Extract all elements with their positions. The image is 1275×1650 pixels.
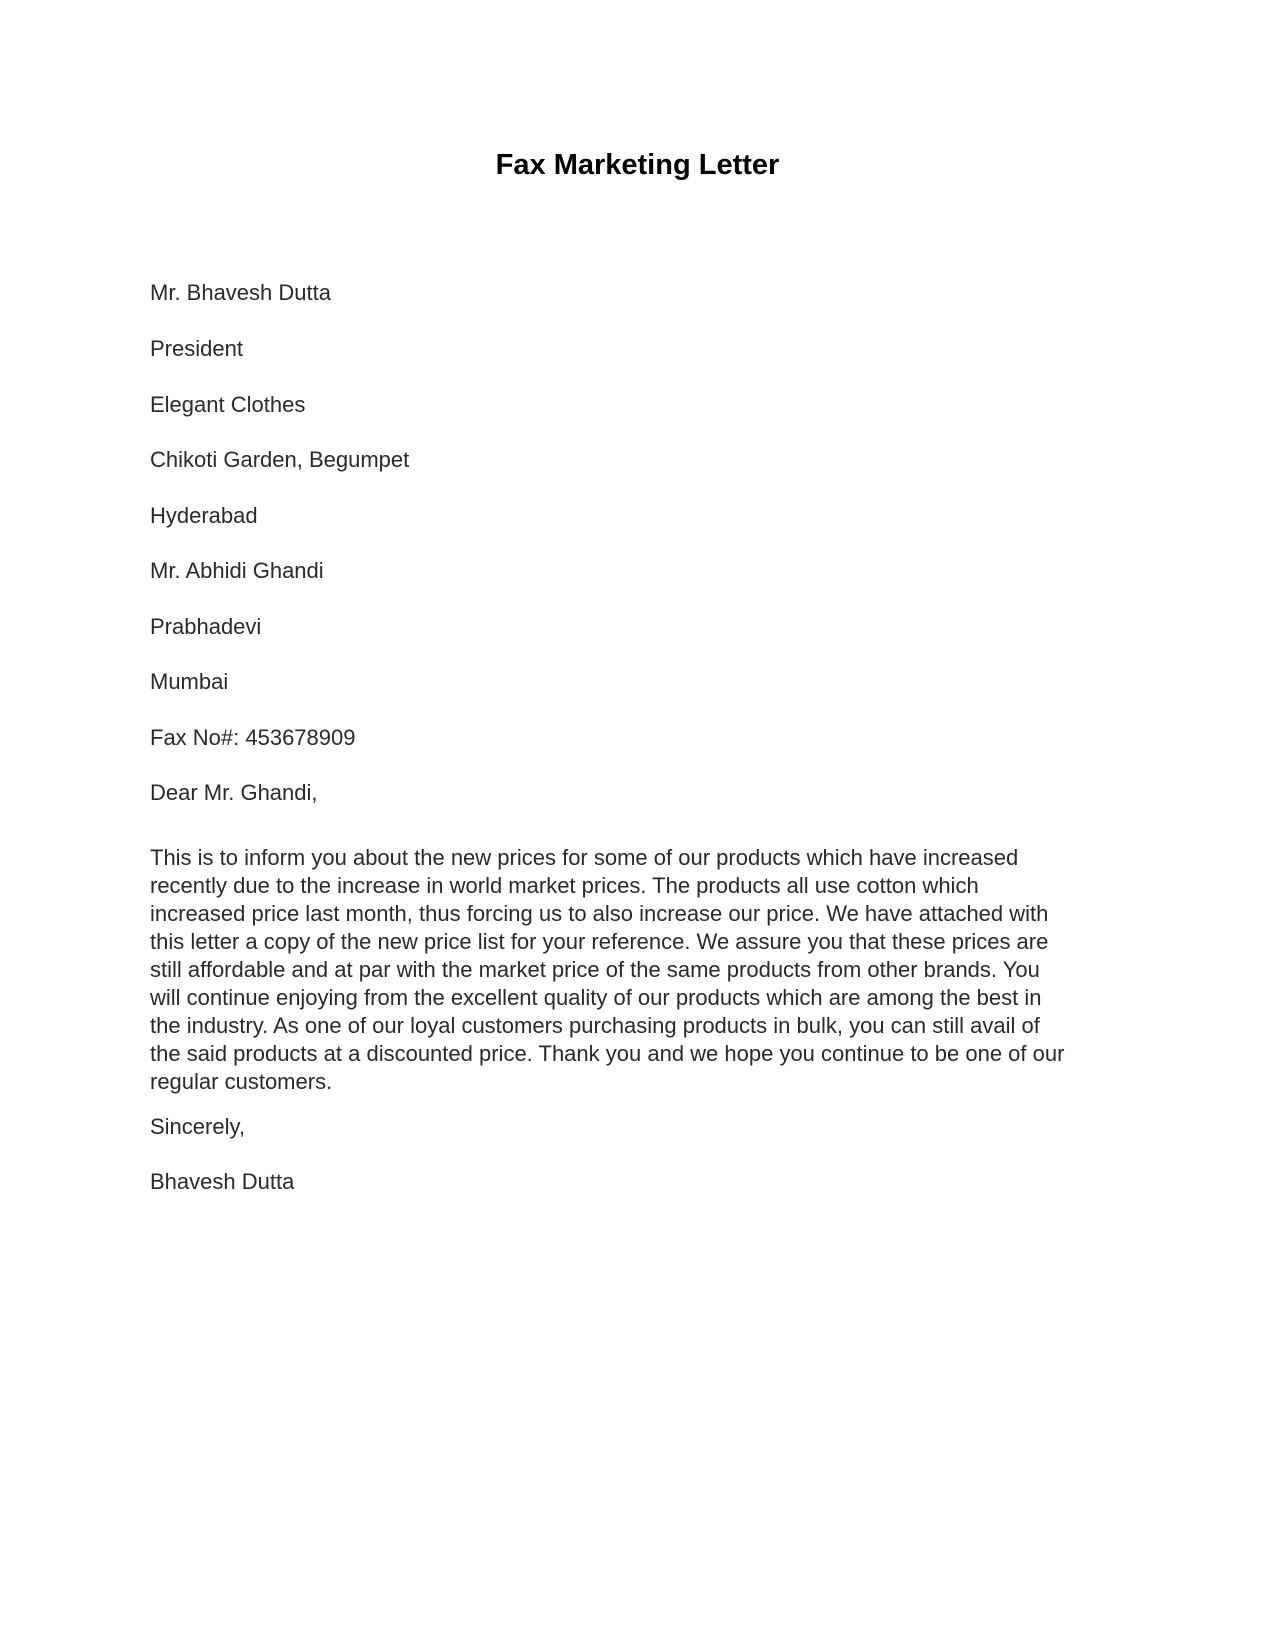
body-line: will continue enjoying from the excellent quality of our products which are among the best in: [150, 985, 1042, 1010]
sender-city: Hyderabad: [150, 503, 258, 528]
body-line: regular customers.: [150, 1069, 333, 1094]
recipient-name: Mr. Abhidi Ghandi: [150, 558, 324, 583]
recipient-city: Mumbai: [150, 669, 229, 694]
salutation: Dear Mr. Ghandi,: [150, 780, 318, 805]
body-paragraph: [150, 844, 1140, 1096]
document-title: Fax Marketing Letter: [495, 149, 780, 181]
sender-position: President: [150, 336, 243, 361]
sender-name: Mr. Bhavesh Dutta: [150, 280, 331, 305]
sender-company: Elegant Clothes: [150, 392, 306, 417]
body-line: this letter a copy of the new price list for your reference. We assure you that these prices are: [150, 929, 1049, 954]
sender-street: Chikoti Garden, Begumpet: [150, 447, 410, 472]
recipient-fax: Fax No#: 453678909: [150, 725, 356, 750]
body-line: This is to inform you about the new prices for some of our products which have increased: [150, 845, 1019, 870]
body-line: still affordable and at par with the market price of the same products from other brands. You: [150, 957, 1040, 982]
closing: Sincerely,: [150, 1114, 245, 1139]
body-line: the industry. As one of our loyal customers purchasing products in bulk, you can still avail of: [150, 1013, 1040, 1038]
signature-name: Bhavesh Dutta: [150, 1169, 295, 1194]
body-line: the said products at a discounted price. Thank you and we hope you continue to be one of our: [150, 1041, 1065, 1066]
recipient-area: Prabhadevi: [150, 614, 262, 639]
body-line: increased price last month, thus forcing us to also increase our price. We have attached with: [150, 901, 1049, 926]
body-line: recently due to the increase in world market prices. The products all use cotton which: [150, 873, 979, 898]
